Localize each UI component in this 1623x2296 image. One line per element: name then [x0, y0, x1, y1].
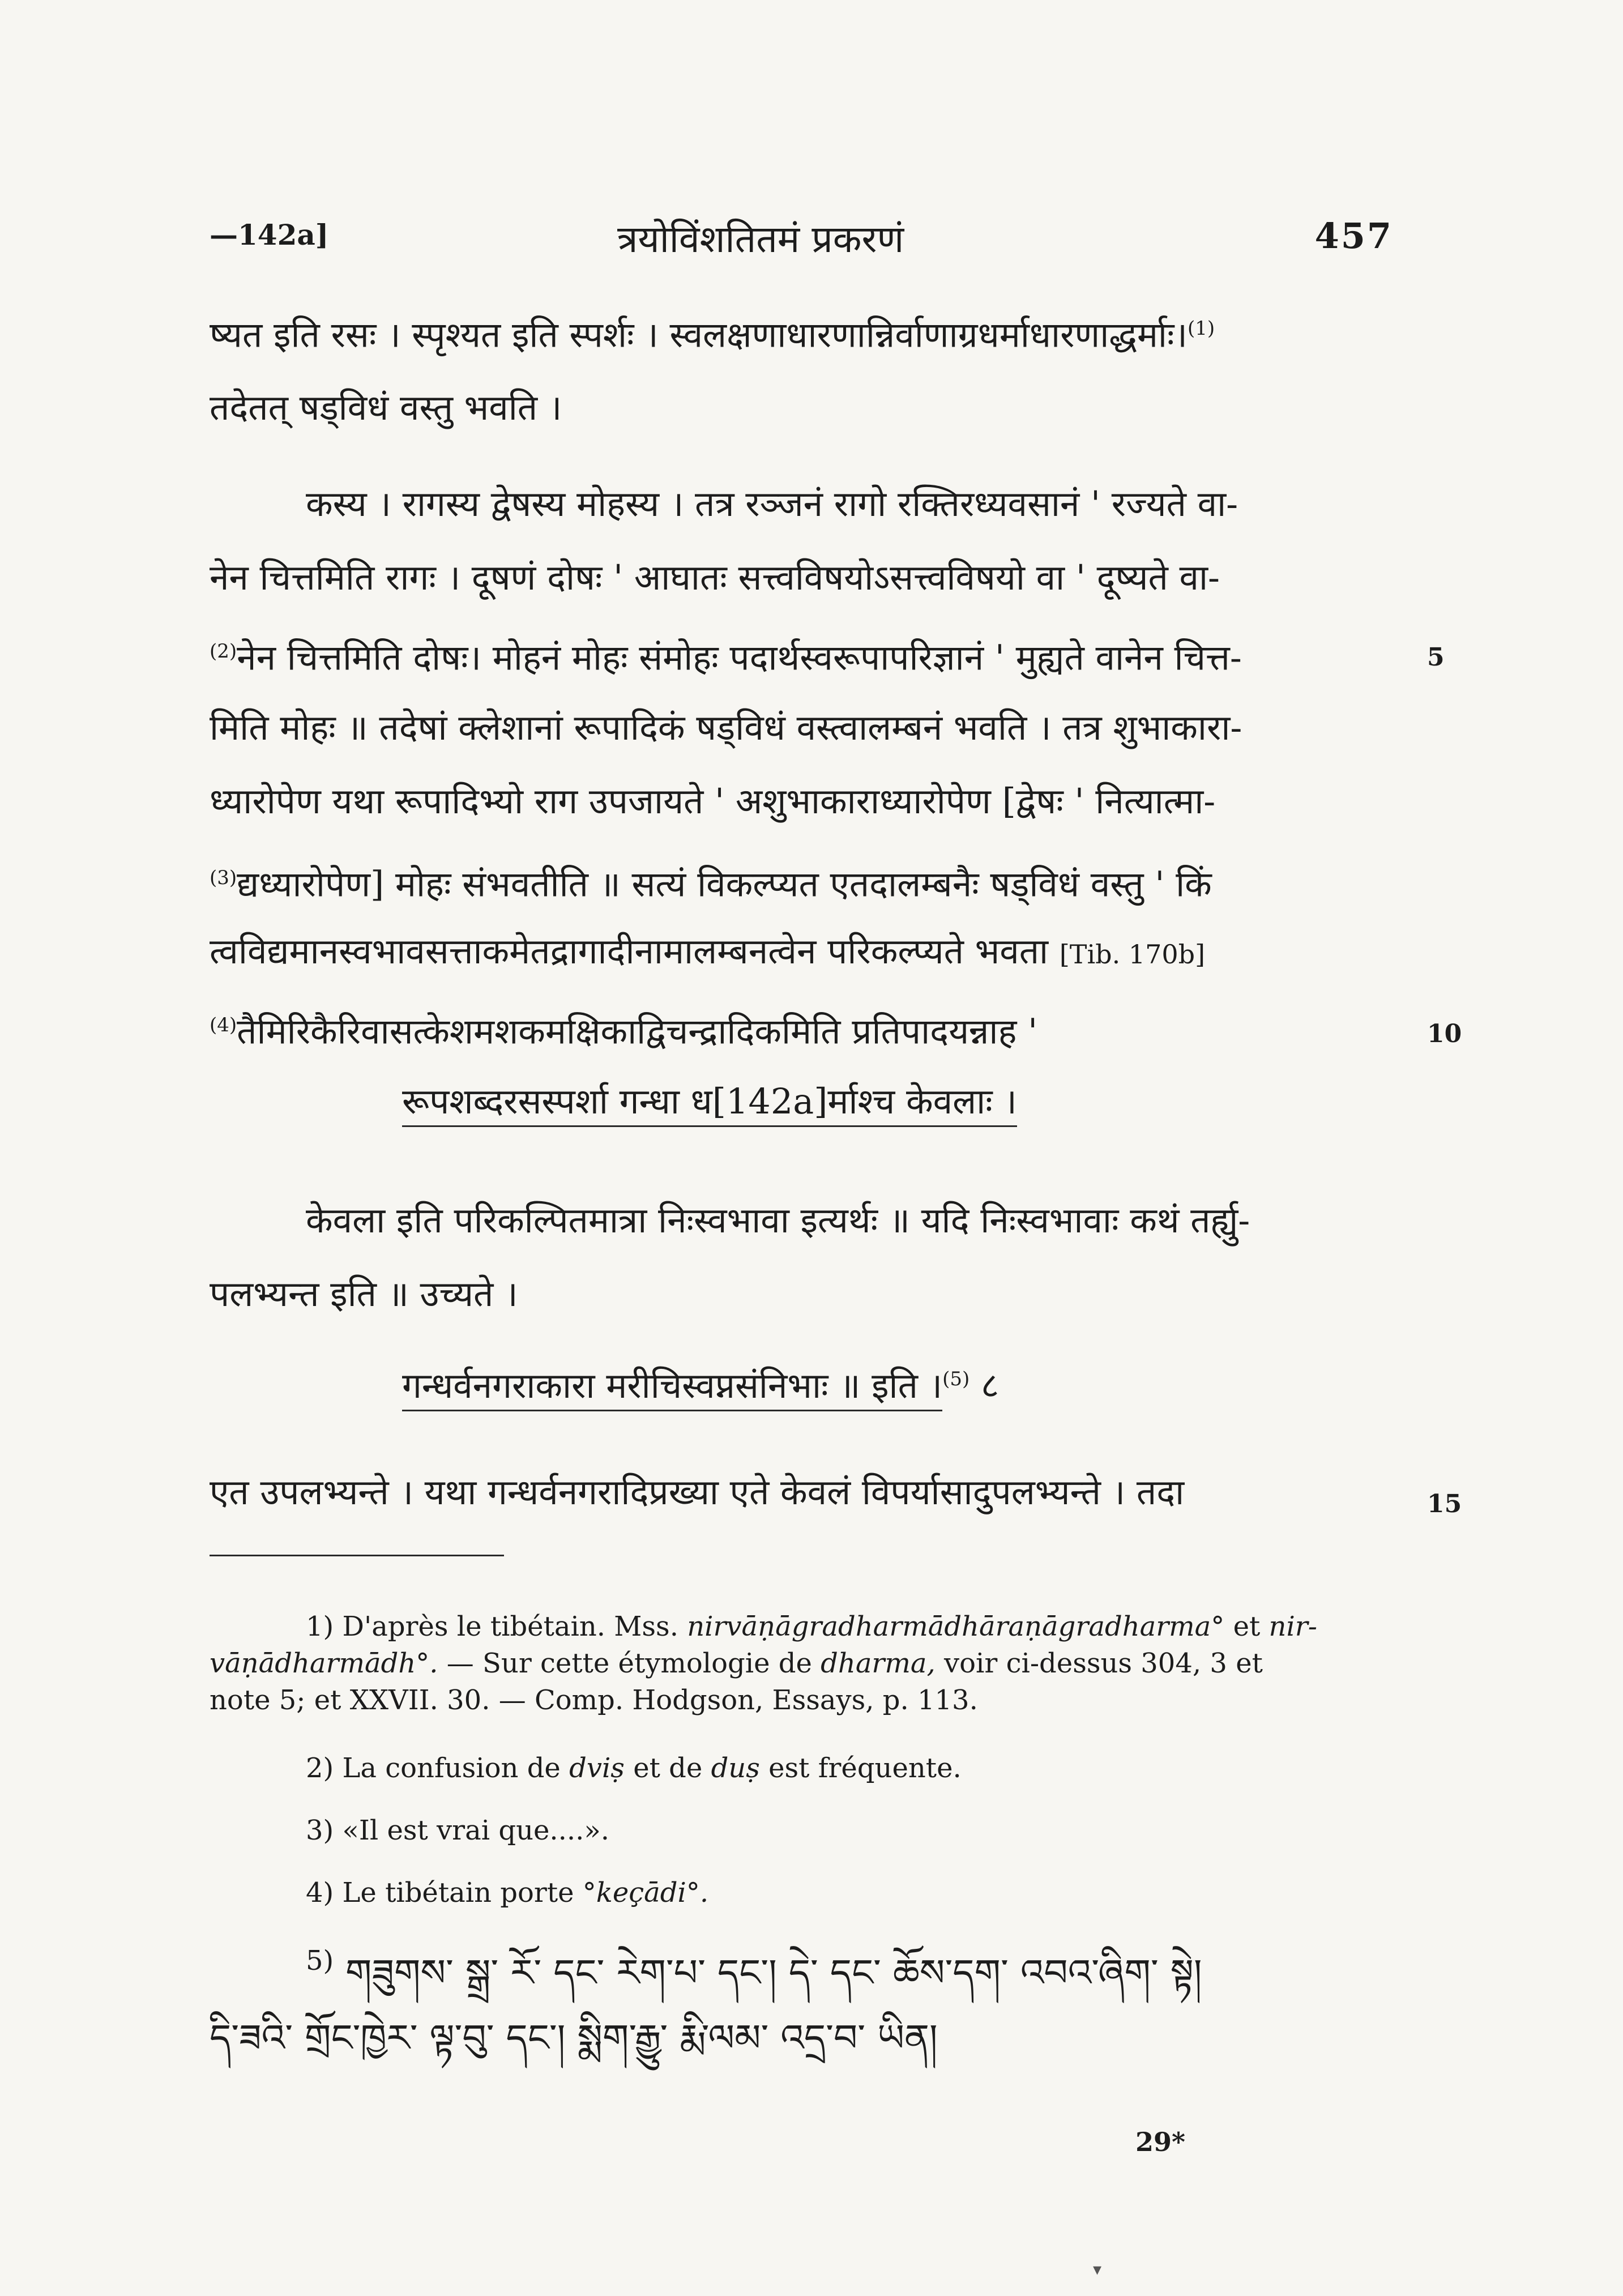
footnote-4: 4) Le tibétain porte °keçādi°.: [306, 1877, 709, 1909]
bottom-mark: ▾: [1093, 2260, 1102, 2280]
verse-line-1: रूपशब्दरसस्पर्शा गन्धा ध[142a]र्माश्च केवलाः ।: [402, 1079, 1017, 1124]
text-line-1: ष्यत इति रसः । स्पृश्यत इति स्पर्शः । स्वलक्षणाधारणान्निर्वाणाग्रधर्माधारणाद्धर्माः।$^{(1)}$: [210, 314, 1215, 356]
text-line-3: कस्य । रागस्य द्वेषस्य मोहस्य । तत्र रञ्जनं रागो रक्तिरध्यवसानं ' रज्यते वा-: [306, 483, 1238, 524]
text-line-9: त्वविद्यमानस्वभावसत्ताकमेतद्रागादीनामालम्बनत्वेन परिकल्प्यते भवता [Tib. 170b]: [210, 931, 1206, 972]
footnote-5-number: 5): [306, 1945, 334, 1977]
footnote-2: 2) La confusion de dviṣ et de duṣ est fréquente.: [306, 1752, 962, 1784]
footnote-1-line-2: vāṇādharmādh°. — Sur cette étymologie de dharma, voir ci-dessus 304, 3 et: [210, 1648, 1263, 1679]
text-line-6: मिति मोहः ॥ तदेषां क्लेशानां रूपादिकं षड्विधं वस्त्वालम्बनं भवति । तत्र शुभाकारा-: [210, 707, 1242, 748]
tibetan-folio-ref: [Tib. 170b]: [1059, 939, 1206, 970]
text-line-12: पलभ्यन्त इति ॥ उच्यते ।: [210, 1273, 518, 1315]
text-line-4: नेन चित्तमिति रागः । दूषणं दोषः ' आघातः सत्त्वविषयोऽसत्त्वविषयो वा ' दूष्यते वा-: [210, 557, 1220, 598]
header-chapter-title: त्रयोविंशतितमं प्रकरणं: [617, 217, 904, 261]
text-line-7: ध्यारोपेण यथा रूपादिभ्यो राग उपजायते ' अशुभाकाराध्यारोपेण [द्वेषः ' नित्यात्मा-: [210, 780, 1216, 822]
signature-page-number: 29*: [1135, 2127, 1186, 2157]
line-number-15: 15: [1427, 1490, 1462, 1518]
text-line-8: $^{(3)}$द्यध्यारोपेण] मोहः संभवतीति ॥ सत्यं विकल्प्यत एतदालम्बनैः षड्विधं वस्तु ' किं: [210, 863, 1212, 905]
text-line-11: केवला इति परिकल्पितमात्रा निःस्वभावा इत्यर्थः ॥ यदि निःस्वभावाः कथं तर्ह्यु-: [306, 1200, 1250, 1241]
line-number-10: 10: [1427, 1019, 1462, 1048]
header-folio-ref: —142a]: [210, 218, 329, 251]
running-header: [210, 212, 1393, 263]
footnote-3: 3) «Il est vrai que....».: [306, 1815, 610, 1846]
text-line-10: $^{(4)}$तैमिरिकैरिवासत्केशमशकमक्षिकाद्विचन्द्रादिकमिति प्रतिपादयन्नाह ': [210, 1010, 1038, 1052]
verse-line-2: गन्धर्वनगराकारा मरीचिस्वप्नसंनिभाः ॥ इति ।$^{(5)}$ ८: [402, 1356, 999, 1409]
footnote-ref-2: (2): [210, 640, 237, 663]
footnote-ref-5: (5): [942, 1368, 970, 1390]
footnote-rule: [210, 1555, 504, 1556]
footnote-1-line-3: note 5; et XXVII. 30. — Comp. Hodgson, Essays, p. 113.: [210, 1684, 978, 1716]
line-number-5: 5: [1427, 643, 1445, 672]
text-line-13: एत उपलभ्यन्ते । यथा गन्धर्वनगरादिप्रख्या एते केवलं विपर्यासादुपलभ्यन्ते । तदा: [210, 1471, 1185, 1513]
header-page-number: 457: [1314, 215, 1393, 257]
verse-number: ८: [981, 1364, 1000, 1406]
footnote-1-line-1: 1) D'après le tibétain. Mss. nirvāṇāgradharmādhāraṇāgradharma° et nir-: [306, 1611, 1317, 1642]
footnote-5-tibetan-line-1: གཟུགས་ སྒྲ་ རོ་ དང་ རེག་པ་ དང་། དེ་ དང་ ཆོས་དག་ འབའ་ཞིག་ སྟེ།: [345, 1951, 1202, 1995]
footnote-ref-3: (3): [210, 867, 237, 889]
text-line-5: $^{(2)}$नेन चित्तमिति दोषः। मोहनं मोहः संमोहः पदार्थस्वरूपापरिज्ञानं ' मुह्यते वानेन चित्त-: [210, 637, 1242, 678]
footnote-ref-1: (1): [1188, 317, 1215, 340]
footnote-5-tibetan-line-2: དི་ཟའི་ གྲོང་ཁྱེར་ ལྟ་བུ་ དང་། སྨིག་རྒྱུ་ རྨི་ལམ་ འདྲ་བ་ ཡིན།: [210, 2016, 938, 2060]
footnote-ref-4: (4): [210, 1014, 237, 1036]
text-line-2: तदेतत् षड्विधं वस्तु भवति ।: [210, 387, 562, 428]
